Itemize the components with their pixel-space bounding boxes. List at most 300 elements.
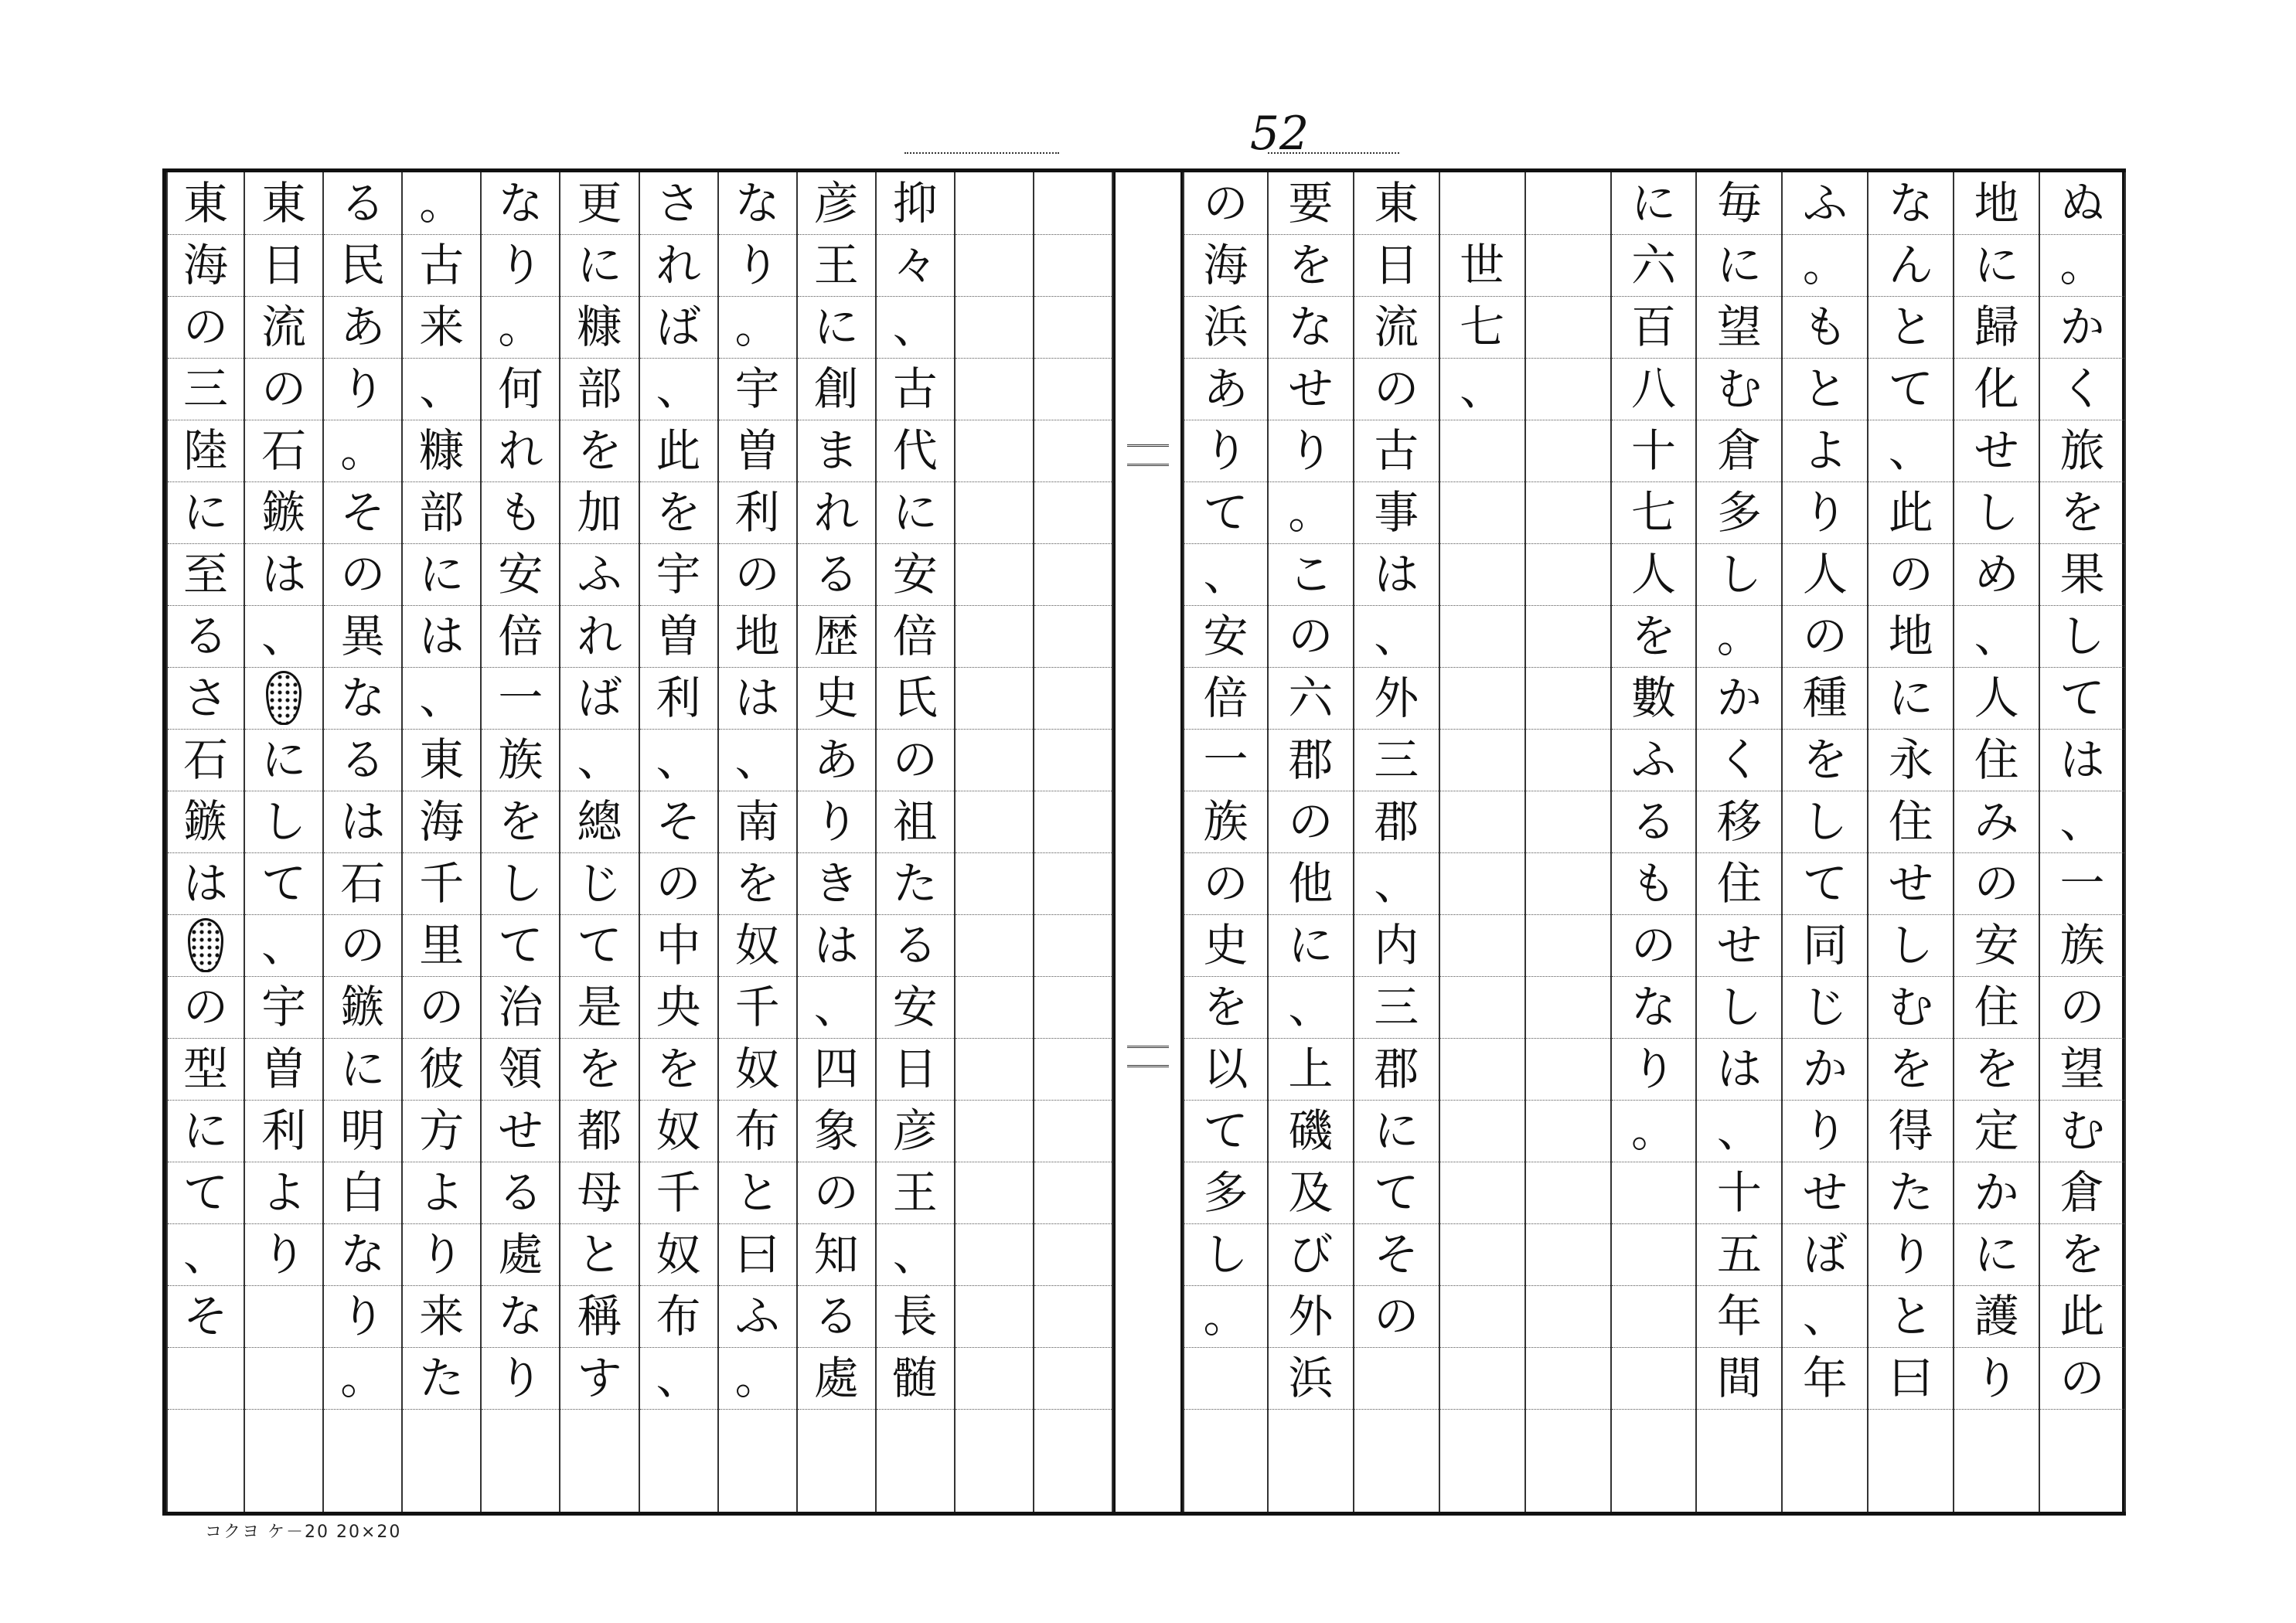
manuscript-cell: 、 <box>168 1223 244 1286</box>
manuscript-cell: せ <box>482 1100 559 1162</box>
manuscript-cell <box>956 358 1033 420</box>
header-rule-right <box>1268 152 1399 154</box>
manuscript-cell: を <box>560 420 638 482</box>
fold-mark-lower <box>1127 1046 1169 1067</box>
manuscript-cell: 一 <box>2040 852 2124 915</box>
manuscript-cell: 母 <box>560 1162 638 1224</box>
manuscript-cell: る <box>324 172 401 235</box>
manuscript-cell: 、 <box>403 667 480 730</box>
manuscript-cell: 住 <box>1954 976 2039 1039</box>
manuscript-cell: 陸 <box>168 420 244 482</box>
manuscript-cell: の <box>2040 976 2124 1039</box>
manuscript-cell: て <box>1354 1162 1439 1224</box>
manuscript-cell: 彦 <box>877 1100 954 1162</box>
manuscript-column <box>1440 172 1526 1512</box>
manuscript-cell: そ <box>168 1285 244 1348</box>
manuscript-cell: 流 <box>1354 296 1439 359</box>
manuscript-cell: 定 <box>1954 1100 2039 1162</box>
manuscript-cell <box>1440 1162 1524 1224</box>
manuscript-cell: そ <box>640 791 717 853</box>
manuscript-cell <box>1526 976 1610 1039</box>
manuscript-cell: る <box>324 729 401 791</box>
manuscript-cell: 多 <box>1697 481 1781 544</box>
manuscript-cell <box>956 1162 1033 1224</box>
manuscript-cell: せ <box>1697 914 1781 977</box>
manuscript-cell: 外 <box>1269 1285 1353 1348</box>
manuscript-cell: 、 <box>798 976 875 1039</box>
manuscript-cell: 東 <box>403 729 480 791</box>
manuscript-cell: す <box>560 1347 638 1410</box>
manuscript-cell <box>1440 172 1524 235</box>
manuscript-cell: 倉 <box>1697 420 1781 482</box>
manuscript-cell <box>956 1223 1033 1286</box>
manuscript-cell: を <box>719 852 796 915</box>
manuscript-cell: 流 <box>245 296 322 359</box>
manuscript-cell: 海 <box>168 234 244 297</box>
manuscript-cell: 糠 <box>560 296 638 359</box>
manuscript-cell: ふ <box>1783 172 1867 235</box>
manuscript-cell: 更 <box>560 172 638 235</box>
manuscript-cell: 多 <box>1184 1162 1267 1224</box>
manuscript-cell: も <box>1783 296 1867 359</box>
manuscript-cell: 、 <box>1440 358 1524 420</box>
manuscript-cell: に <box>1269 914 1353 977</box>
manuscript-cell: に <box>560 234 638 297</box>
manuscript-cell: 央 <box>640 976 717 1039</box>
manuscript-cell <box>1526 420 1610 482</box>
manuscript-cell: 民 <box>324 234 401 297</box>
manuscript-cell: 東 <box>1354 172 1439 235</box>
manuscript-cell: 内 <box>1354 914 1439 977</box>
page-number: 52 <box>1249 107 1310 161</box>
manuscript-cell <box>1034 1038 1112 1101</box>
manuscript-cell: め <box>1954 543 2039 606</box>
manuscript-cell: 、 <box>1354 852 1439 915</box>
manuscript-cell: 住 <box>1954 729 2039 791</box>
manuscript-cell: り <box>324 1285 401 1348</box>
manuscript-cell <box>1526 791 1610 853</box>
manuscript-cell: の <box>1269 605 1353 668</box>
manuscript-cell: 、 <box>2040 791 2124 853</box>
manuscript-cell: 安 <box>1184 605 1267 668</box>
manuscript-cell: 。 <box>403 172 480 235</box>
manuscript-cell: 石 <box>168 729 244 791</box>
manuscript-column <box>877 172 956 1512</box>
manuscript-cell: の <box>1954 852 2039 915</box>
manuscript-cell: よ <box>403 1162 480 1224</box>
manuscript-cell: の <box>168 976 244 1039</box>
manuscript-cell: し <box>245 791 322 853</box>
manuscript-cell: 。 <box>482 296 559 359</box>
manuscript-column <box>1034 172 1113 1512</box>
manuscript-column <box>324 172 403 1512</box>
manuscript-cell <box>1440 667 1524 730</box>
manuscript-cell: て <box>1184 1100 1267 1162</box>
manuscript-cell <box>956 1347 1033 1410</box>
manuscript-cell: 上 <box>1269 1038 1353 1101</box>
manuscript-column <box>798 172 877 1512</box>
manuscript-column <box>1526 172 1612 1512</box>
manuscript-cell: に <box>245 729 322 791</box>
manuscript-cell: 々 <box>877 234 954 297</box>
manuscript-cell <box>1440 914 1524 977</box>
manuscript-cell: は <box>403 605 480 668</box>
manuscript-column <box>1697 172 1783 1512</box>
manuscript-cell: 。 <box>2040 234 2124 297</box>
manuscript-cell: 族 <box>1184 791 1267 853</box>
manuscript-cell: 、 <box>640 1347 717 1410</box>
manuscript-cell <box>1526 358 1610 420</box>
manuscript-cell: 。 <box>324 420 401 482</box>
manuscript-cell: の <box>2040 1347 2124 1410</box>
manuscript-cell: 方 <box>403 1100 480 1162</box>
manuscript-cell: 。 <box>719 296 796 359</box>
manuscript-cell: じ <box>1783 976 1867 1039</box>
manuscript-cell <box>1034 1285 1112 1348</box>
manuscript-cell: 曰 <box>1868 1347 1953 1410</box>
manuscript-cell <box>956 1100 1033 1162</box>
manuscript-cell: 此 <box>2040 1285 2124 1348</box>
manuscript-cell <box>956 976 1033 1039</box>
manuscript-cell: み <box>1954 791 2039 853</box>
manuscript-cell: か <box>1954 1162 2039 1224</box>
manuscript-cell: 。 <box>1184 1285 1267 1348</box>
manuscript-cell <box>1034 1100 1112 1162</box>
manuscript-cell: せ <box>1954 420 2039 482</box>
manuscript-cell: の <box>168 296 244 359</box>
manuscript-cell: 歸 <box>1954 296 2039 359</box>
manuscript-cell: の <box>1354 1285 1439 1348</box>
manuscript-cell: る <box>798 1285 875 1348</box>
manuscript-cell <box>1034 667 1112 730</box>
manuscript-cell: 至 <box>168 543 244 606</box>
manuscript-cell: 同 <box>1783 914 1867 977</box>
manuscript-cell <box>956 420 1033 482</box>
manuscript-cell: 史 <box>798 667 875 730</box>
manuscript-cell: 千 <box>719 976 796 1039</box>
manuscript-cell: 族 <box>2040 914 2124 977</box>
manuscript-cell <box>1526 1223 1610 1286</box>
manuscript-cell: あ <box>798 729 875 791</box>
manuscript-cell: 髄 <box>877 1347 954 1410</box>
manuscript-cell: 望 <box>1697 296 1781 359</box>
manuscript-cell: 石 <box>324 852 401 915</box>
manuscript-column <box>719 172 798 1512</box>
manuscript-cell <box>1354 1347 1439 1410</box>
manuscript-cell <box>1440 605 1524 668</box>
manuscript-cell <box>1526 543 1610 606</box>
manuscript-cell: 何 <box>482 358 559 420</box>
manuscript-cell: 六 <box>1269 667 1353 730</box>
manuscript-cell <box>1612 1285 1696 1348</box>
manuscript-cell: に <box>1354 1100 1439 1162</box>
manuscript-cell: 一 <box>482 667 559 730</box>
manuscript-cell: 里 <box>403 914 480 977</box>
manuscript-cell: あ <box>324 296 401 359</box>
manuscript-cell: れ <box>482 420 559 482</box>
manuscript-cell: 奴 <box>640 1100 717 1162</box>
manuscript-cell: く <box>2040 358 2124 420</box>
manuscript-cell <box>245 1285 322 1348</box>
manuscript-cell: は <box>798 914 875 977</box>
manuscript-cell: し <box>1697 543 1781 606</box>
manuscript-cell: せ <box>1868 852 1953 915</box>
manuscript-cell: を <box>2040 1223 2124 1286</box>
manuscript-cell <box>1440 481 1524 544</box>
manuscript-cell <box>1612 1347 1696 1410</box>
manuscript-cell: に <box>877 481 954 544</box>
manuscript-cell: 象 <box>798 1100 875 1162</box>
manuscript-cell: く <box>1697 729 1781 791</box>
left-half <box>166 172 1113 1512</box>
manuscript-cell: 古 <box>877 358 954 420</box>
manuscript-cell <box>245 667 322 730</box>
manuscript-cell <box>1034 1162 1112 1224</box>
manuscript-cell: は <box>2040 729 2124 791</box>
manuscript-cell: 、 <box>245 914 322 977</box>
manuscript-cell: 王 <box>798 234 875 297</box>
manuscript-cell: り <box>1868 1223 1953 1286</box>
manuscript-cell: ま <box>798 420 875 482</box>
manuscript-cell: の <box>324 914 401 977</box>
manuscript-cell: 曰 <box>719 1223 796 1286</box>
manuscript-cell: 奴 <box>719 914 796 977</box>
manuscript-cell: 布 <box>719 1100 796 1162</box>
manuscript-cell: も <box>482 481 559 544</box>
manuscript-cell: も <box>1612 852 1696 915</box>
manuscript-cell <box>1440 976 1524 1039</box>
manuscript-cell <box>1034 543 1112 606</box>
manuscript-cell: 毎 <box>1697 172 1781 235</box>
manuscript-cell: は <box>245 543 322 606</box>
manuscript-cell: を <box>2040 481 2124 544</box>
manuscript-cell: 古 <box>403 234 480 297</box>
manuscript-cell <box>1034 420 1112 482</box>
manuscript-cell: 十 <box>1612 420 1696 482</box>
manuscript-cell: 人 <box>1783 543 1867 606</box>
manuscript-cell: る <box>168 605 244 668</box>
manuscript-cell: の <box>1612 914 1696 977</box>
manuscript-cell <box>1034 729 1112 791</box>
manuscript-cell: 一 <box>1184 729 1267 791</box>
manuscript-cell: 宇 <box>640 543 717 606</box>
manuscript-cell <box>956 667 1033 730</box>
manuscript-cell: 海 <box>1184 234 1267 297</box>
manuscript-cell: り <box>1783 481 1867 544</box>
manuscript-cell: 四 <box>798 1038 875 1101</box>
manuscript-cell: て <box>168 1162 244 1224</box>
manuscript-cell: か <box>2040 296 2124 359</box>
manuscript-cell <box>956 605 1033 668</box>
manuscript-cell: 得 <box>1868 1100 1953 1162</box>
manuscript-cell: に <box>1954 234 2039 297</box>
manuscript-column <box>166 172 245 1512</box>
manuscript-cell <box>956 914 1033 977</box>
center-margin <box>1113 172 1183 1512</box>
manuscript-column <box>482 172 560 1512</box>
manuscript-cell: 三 <box>1354 729 1439 791</box>
manuscript-cell <box>1440 791 1524 853</box>
manuscript-cell: を <box>560 1038 638 1101</box>
manuscript-cell: そ <box>1354 1223 1439 1286</box>
manuscript-column <box>403 172 482 1512</box>
manuscript-cell: ふ <box>560 543 638 606</box>
manuscript-cell: ぬ <box>2040 172 2124 235</box>
manuscript-cell: 化 <box>1954 358 2039 420</box>
manuscript-cell <box>1526 1100 1610 1162</box>
manuscript-cell: て <box>1783 852 1867 915</box>
manuscript-cell: な <box>482 1285 559 1348</box>
manuscript-cell: 、 <box>1354 605 1439 668</box>
manuscript-cell: ば <box>1783 1223 1867 1286</box>
manuscript-cell: 十 <box>1697 1162 1781 1224</box>
manuscript-cell: 倍 <box>482 605 559 668</box>
manuscript-cell: の <box>324 543 401 606</box>
manuscript-column <box>1354 172 1440 1512</box>
manuscript-cell: 他 <box>1269 852 1353 915</box>
manuscript-cell: 。 <box>1697 605 1781 668</box>
manuscript-cell: 、 <box>719 729 796 791</box>
manuscript-cell: 、 <box>403 358 480 420</box>
manuscript-cell <box>1526 234 1610 297</box>
manuscript-cell: 治 <box>482 976 559 1039</box>
manuscript-cell: を <box>640 481 717 544</box>
manuscript-cell: て <box>245 852 322 915</box>
manuscript-cell <box>1034 234 1112 297</box>
manuscript-cell: を <box>640 1038 717 1101</box>
manuscript-column <box>1868 172 1954 1512</box>
manuscript-cell: た <box>877 852 954 915</box>
manuscript-cell: 地 <box>1868 605 1953 668</box>
manuscript-cell: と <box>719 1162 796 1224</box>
manuscript-cell <box>1440 420 1524 482</box>
manuscript-cell: り <box>403 1223 480 1286</box>
manuscript-cell <box>245 1347 322 1410</box>
manuscript-cell <box>1526 296 1610 359</box>
manuscript-cell: 古 <box>1354 420 1439 482</box>
manuscript-cell: り <box>798 791 875 853</box>
manuscript-cell: に <box>1697 234 1781 297</box>
manuscript-cell: の <box>245 358 322 420</box>
right-half <box>1183 172 2126 1512</box>
manuscript-cell: の <box>877 729 954 791</box>
manuscript-cell: 以 <box>1184 1038 1267 1101</box>
manuscript-cell: の <box>798 1162 875 1224</box>
manuscript-cell: 此 <box>640 420 717 482</box>
manuscript-cell <box>1612 1162 1696 1224</box>
manuscript-column <box>1183 172 1269 1512</box>
manuscript-cell: 永 <box>1868 729 1953 791</box>
manuscript-column <box>640 172 719 1512</box>
manuscript-cell: 年 <box>1783 1347 1867 1410</box>
manuscript-cell: む <box>1868 976 1953 1039</box>
manuscript-cell: り <box>1612 1038 1696 1101</box>
manuscript-cell: 。 <box>1783 234 1867 297</box>
manuscript-cell: 稱 <box>560 1285 638 1348</box>
manuscript-cell: む <box>2040 1100 2124 1162</box>
manuscript-cell <box>956 791 1033 853</box>
manuscript-cell: 布 <box>640 1285 717 1348</box>
manuscript-cell: に <box>324 1038 401 1101</box>
manuscript-cell: 住 <box>1868 791 1953 853</box>
manuscript-cell <box>1526 914 1610 977</box>
manuscript-cell <box>1440 1285 1524 1348</box>
manuscript-cell <box>1440 1100 1524 1162</box>
manuscript-cell <box>1034 1223 1112 1286</box>
manuscript-cell: 安 <box>877 976 954 1039</box>
manuscript-cell <box>956 172 1033 235</box>
manuscript-cell: を <box>1184 976 1267 1039</box>
manuscript-cell: た <box>403 1347 480 1410</box>
manuscript-cell: て <box>560 914 638 977</box>
manuscript-cell: 望 <box>2040 1038 2124 1101</box>
manuscript-cell: し <box>1783 791 1867 853</box>
manuscript-cell: て <box>2040 667 2124 730</box>
manuscript-cell: 日 <box>1354 234 1439 297</box>
manuscript-cell: 来 <box>403 1285 480 1348</box>
manuscript-cell: を <box>1269 234 1353 297</box>
manuscript-cell: 、 <box>1697 1100 1781 1162</box>
manuscript-cell: 郡 <box>1354 791 1439 853</box>
manuscript-cell <box>956 1038 1033 1101</box>
manuscript-cell: か <box>1783 1038 1867 1101</box>
manuscript-cell: 百 <box>1612 296 1696 359</box>
manuscript-cell: 日 <box>245 234 322 297</box>
manuscript-cell <box>1034 358 1112 420</box>
manuscript-cell: 宇 <box>719 358 796 420</box>
manuscript-cell: と <box>560 1223 638 1286</box>
manuscript-cell: は <box>719 667 796 730</box>
manuscript-cell <box>1440 543 1524 606</box>
manuscript-cell: り <box>719 234 796 297</box>
manuscript-cell: 七 <box>1612 481 1696 544</box>
manuscript-cell: 創 <box>798 358 875 420</box>
manuscript-cell: 年 <box>1697 1285 1781 1348</box>
manuscript-cell: 旅 <box>2040 420 2124 482</box>
manuscript-cell: 此 <box>1868 481 1953 544</box>
manuscript-cell <box>1440 1223 1524 1286</box>
manuscript-cell: と <box>1868 296 1953 359</box>
manuscript-cell: り <box>324 358 401 420</box>
arrowhead-sketch-icon <box>266 671 301 725</box>
manuscript-cell <box>168 1347 244 1410</box>
manuscript-cell: の <box>1269 791 1353 853</box>
manuscript-cell <box>1184 1347 1267 1410</box>
manuscript-cell: と <box>1783 358 1867 420</box>
manuscript-cell: 三 <box>168 358 244 420</box>
manuscript-cell: 抑 <box>877 172 954 235</box>
manuscript-column <box>1783 172 1868 1512</box>
manuscript-cell: 種 <box>1783 667 1867 730</box>
manuscript-cell <box>1440 852 1524 915</box>
manuscript-cell <box>1440 1038 1524 1101</box>
genkou-sheet <box>162 168 2126 1516</box>
manuscript-cell: じ <box>560 852 638 915</box>
manuscript-cell: り <box>1184 420 1267 482</box>
manuscript-cell: 人 <box>1954 667 2039 730</box>
manuscript-cell: り <box>1783 1100 1867 1162</box>
manuscript-cell: 倍 <box>877 605 954 668</box>
manuscript-cell <box>956 729 1033 791</box>
manuscript-cell: 人 <box>1612 543 1696 606</box>
manuscript-cell: に <box>403 543 480 606</box>
manuscript-cell: せ <box>1783 1162 1867 1224</box>
manuscript-cell <box>1526 605 1610 668</box>
manuscript-cell: に <box>168 481 244 544</box>
manuscript-cell: 、 <box>1954 605 2039 668</box>
manuscript-cell: ふ <box>719 1285 796 1348</box>
manuscript-cell: し <box>1954 481 2039 544</box>
